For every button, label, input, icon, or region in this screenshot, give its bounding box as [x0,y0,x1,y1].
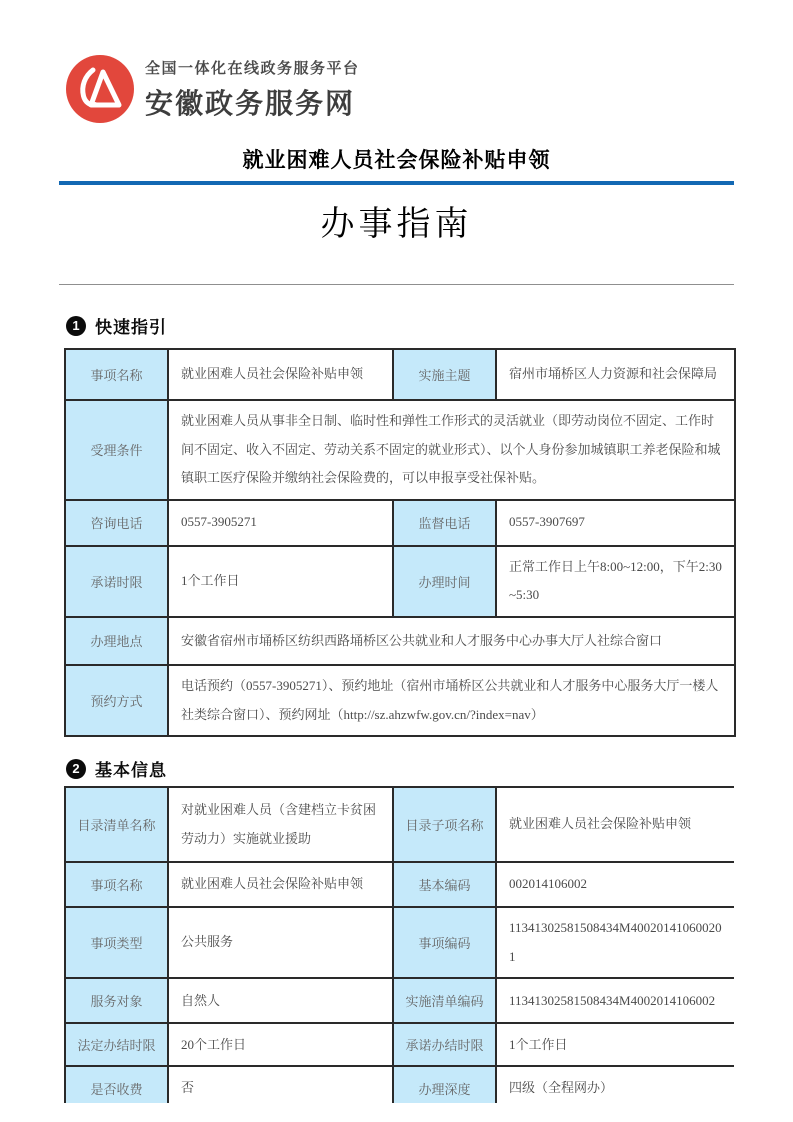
anhui-gov-logo-icon [66,55,134,123]
doc-title: 办事指南 [320,206,473,243]
basic-info-table [64,786,734,1103]
section-number-badge: 1 [66,316,86,336]
field-value: 电话预约（0557-3905271）、预约地址（宿州市埇桥区公共就业和人才服务中心服务大厅一楼人社类综合窗口）、预约网址（http://sz.ahzwfw.gov.cn/?index=nav） [168,665,735,736]
divider-rule [59,284,734,285]
field-value: 11341302581508434M400201410600201 [496,907,734,978]
site-brand [66,0,734,123]
field-label: 事项名称 [65,349,168,400]
field-label: 承诺办结时限 [393,1023,496,1066]
field-label: 办理深度 [393,1066,496,1103]
field-value: 0557-3907697 [496,500,735,546]
table-row [65,500,735,546]
field-value: 自然人 [168,978,393,1023]
table-row [65,862,734,907]
title-accent-rule [59,181,734,185]
field-value: 公共服务 [168,907,393,978]
basic-info-table-clipped-region [59,786,734,1103]
field-value: 否 [168,1066,393,1103]
service-title: 就业困难人员社会保险补贴申领 [242,148,551,172]
field-value: 四级（全程网办） [496,1066,734,1103]
field-label: 事项类型 [65,907,168,978]
field-value: 11341302581508434M4002014106002 [496,978,734,1023]
table-row [65,349,735,400]
field-label: 基本编码 [393,862,496,907]
field-value: 002014106002 [496,862,734,907]
field-label: 办理地点 [65,617,168,665]
section-heading-quick-guide [66,313,734,338]
section-number-badge: 2 [66,759,86,779]
field-label: 受理条件 [65,400,168,500]
table-row [65,1066,734,1103]
field-value: 正常工作日上午8:00~12:00，下午2:30~5:30 [496,546,735,617]
table-row [65,617,735,665]
field-value: 1个工作日 [168,546,393,617]
field-value: 0557-3905271 [168,500,393,546]
table-row [65,907,734,978]
site-name: 安徽政务服务网 [145,87,356,119]
section-heading-basic-info [66,756,734,781]
field-label: 是否收费 [65,1066,168,1103]
section-title: 基本信息 [95,761,167,781]
field-label: 咨询电话 [65,500,168,546]
table-row [65,978,734,1023]
table-row [65,546,735,617]
platform-label: 全国一体化在线政务服务平台 [145,59,360,77]
field-value: 就业困难人员社会保险补贴申领 [168,862,393,907]
section-title: 快速指引 [95,318,167,337]
field-value: 安徽省宿州市埇桥区纺织西路埇桥区公共就业和人才服务中心办事大厅人社综合窗口 [168,617,735,665]
field-label: 办理时间 [393,546,496,617]
field-label: 目录清单名称 [65,787,168,862]
field-label: 预约方式 [65,665,168,736]
field-label: 承诺时限 [65,546,168,617]
table-row [65,665,735,736]
field-value: 就业困难人员从事非全日制、临时性和弹性工作形式的灵活就业（即劳动岗位不固定、工作时间不固定、收入不固定、劳动关系不固定的就业形式）、以个人身份参加城镇职工养老保险和城镇职工医疗保险并缴纳社会保险费的，可以申报享受社保补贴。 [168,400,735,500]
field-label: 服务对象 [65,978,168,1023]
field-value: 1个工作日 [496,1023,734,1066]
field-value: 20个工作日 [168,1023,393,1066]
table-row [65,787,734,862]
field-value: 就业困难人员社会保险补贴申领 [168,349,393,400]
field-label: 目录子项名称 [393,787,496,862]
quick-guide-table [64,348,736,737]
field-value: 对就业困难人员（含建档立卡贫困劳动力）实施就业援助 [168,787,393,862]
field-value: 就业困难人员社会保险补贴申领 [496,787,734,862]
field-value: 宿州市埇桥区人力资源和社会保障局 [496,349,735,400]
field-label: 实施主题 [393,349,496,400]
table-row [65,1023,734,1066]
field-label: 监督电话 [393,500,496,546]
field-label: 事项编码 [393,907,496,978]
field-label: 法定办结时限 [65,1023,168,1066]
table-row [65,400,735,500]
field-label: 实施清单编码 [393,978,496,1023]
field-label: 事项名称 [65,862,168,907]
